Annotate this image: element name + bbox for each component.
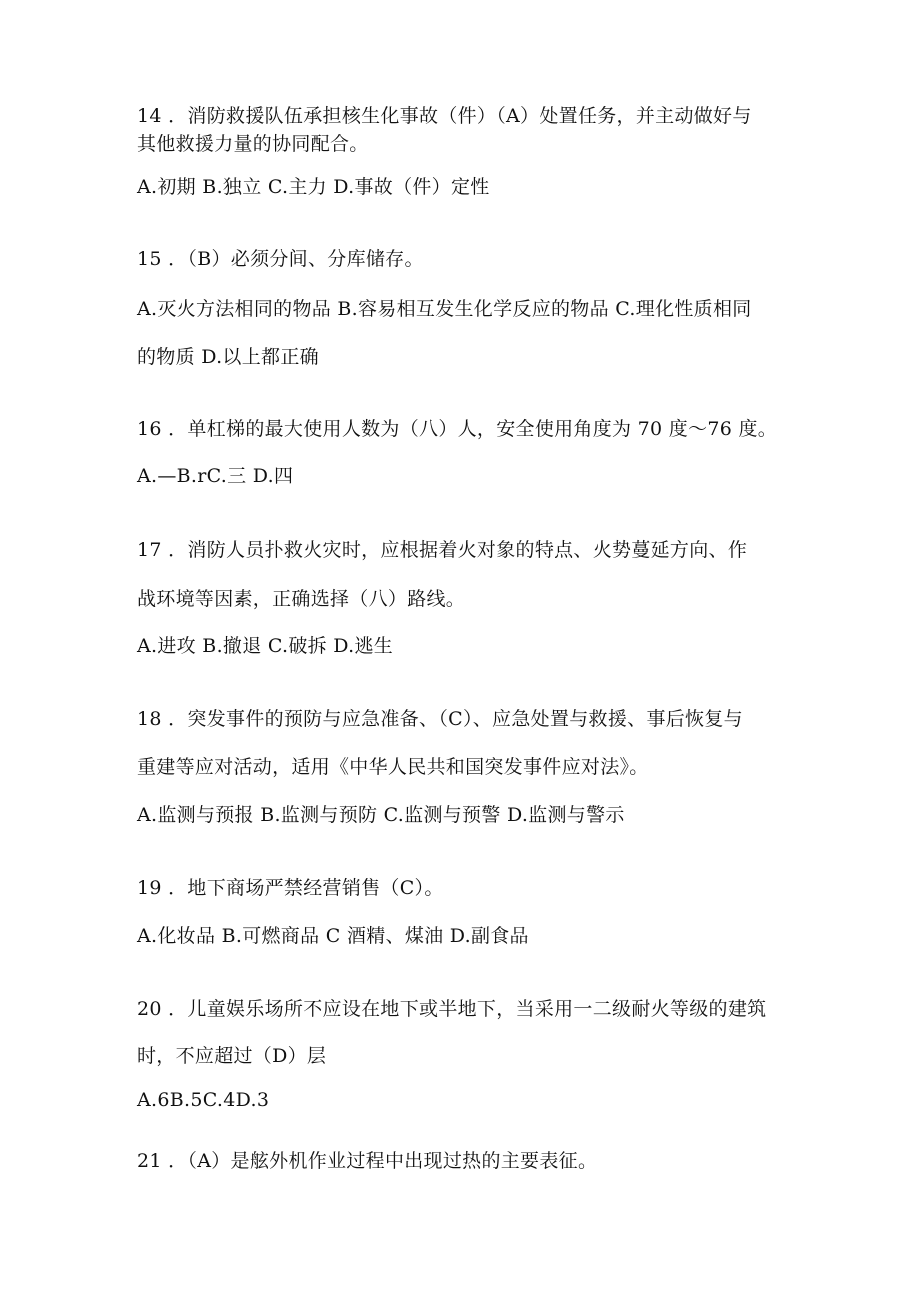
question-14-options: A.初期 B.独立 C.主力 D.事故（件）定性 <box>137 176 490 198</box>
question-18-options: A.监测与预报 B.监测与预防 C.监测与预警 D.监测与警示 <box>137 804 625 826</box>
question-14-stem-line-2: 其他救援力量的协同配合。 <box>137 133 369 155</box>
question-18-stem-line-1: 18 ．突发事件的预防与应急准备、（C）、应急处置与救援、事后恢复与 <box>137 708 743 730</box>
question-21-stem: 21 ．（A）是舷外机作业过程中出现过热的主要表征。 <box>137 1150 598 1172</box>
question-15-stem: 15 ．（B）必须分间、分库储存。 <box>137 248 424 270</box>
question-17-options: A.进攻 B.撤退 C.破拆 D.逃生 <box>137 635 394 657</box>
question-17-stem-line-2: 战环境等因素，正确选择（八）路线。 <box>137 588 466 610</box>
question-19-stem: 19 ．地下商场严禁经营销售（C）。 <box>137 877 444 899</box>
question-15-options-line-1: A.灭火方法相同的物品 B.容易相互发生化学反应的物品 C.理化性质相同 <box>137 298 752 320</box>
question-18-stem-line-2: 重建等应对活动，适用《中华人民共和国突发事件应对法》。 <box>137 756 649 778</box>
question-19-options: A.化妆品 B.可燃商品 C 酒精、煤油 D.副食品 <box>137 925 529 947</box>
question-16-stem: 16 ．单杠梯的最大使用人数为（八）人，安全使用角度为 70 度～76 度。 <box>137 418 778 440</box>
question-20-options: A.6B.5C.4D.3 <box>137 1089 270 1111</box>
question-17-stem-line-1: 17 ．消防人员扑救火灾时，应根据着火对象的特点、火势蔓延方向、作 <box>137 539 748 561</box>
question-20-stem-line-2: 时，不应超过（D）层 <box>137 1045 327 1067</box>
question-16-options: A.—B.rC.三 D.四 <box>137 465 294 487</box>
question-15-options-line-2: 的物质 D.以上都正确 <box>137 346 319 368</box>
question-14-stem-line-1: 14 ．消防救援队伍承担核生化事故（件）（A）处置任务，并主动做好与 <box>137 105 752 127</box>
question-20-stem-line-1: 20 ．儿童娱乐场所不应设在地下或半地下，当采用一二级耐火等级的建筑 <box>137 998 767 1020</box>
